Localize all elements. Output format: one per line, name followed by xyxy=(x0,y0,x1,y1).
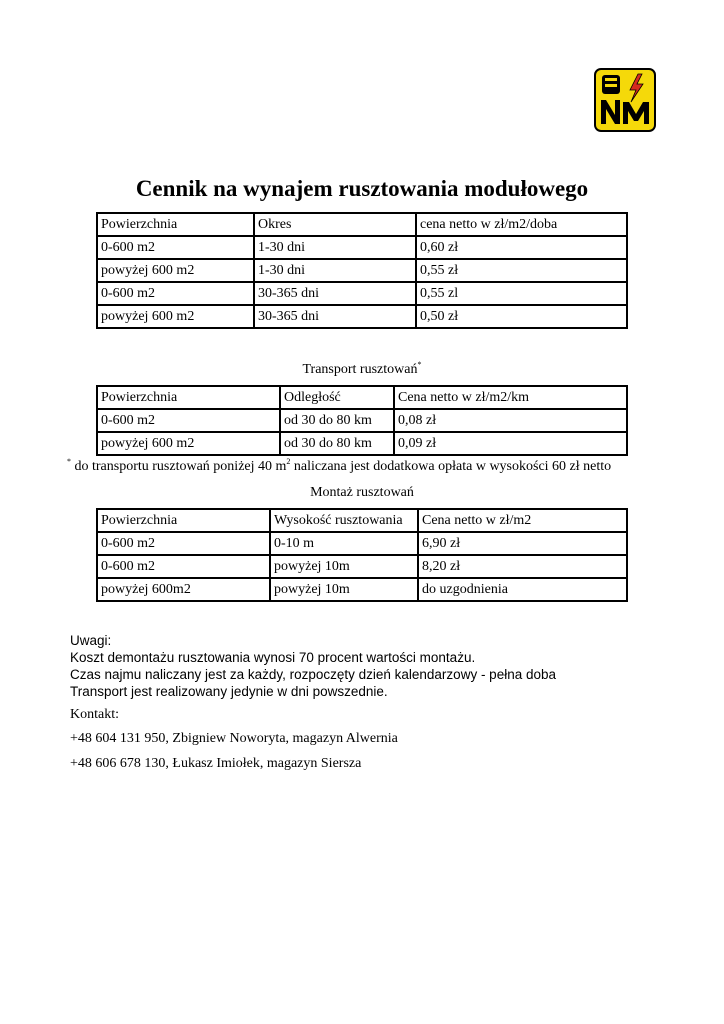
table-row xyxy=(97,432,627,455)
table-cell: 30-365 dni xyxy=(254,282,416,305)
table-cell: od 30 do 80 km xyxy=(280,432,394,455)
footnote-superscript: 2 xyxy=(286,457,291,466)
header-cell: Cena netto w zł/m2/km xyxy=(394,386,627,409)
table-cell: powyżej 600 m2 xyxy=(97,432,280,455)
table-cell: 0-600 m2 xyxy=(97,555,270,578)
transport-caption-text: Transport rusztowań xyxy=(302,362,418,377)
table-header-row xyxy=(97,213,627,236)
table-cell: powyżej 600m2 xyxy=(97,578,270,601)
table-cell: od 30 do 80 km xyxy=(280,409,394,432)
table-cell: 0-600 m2 xyxy=(97,532,270,555)
header-cell: Powierzchnia xyxy=(97,386,280,409)
assembly-caption: Montaż rusztowań xyxy=(310,485,414,500)
table-cell: 0,08 zł xyxy=(394,409,627,432)
table-cell: do uzgodnienia xyxy=(418,578,627,601)
notes-heading: Uwagi: xyxy=(70,633,112,648)
table-cell: powyżej 10m xyxy=(270,555,418,578)
table-header-row xyxy=(97,386,627,409)
table-cell: 1-30 dni xyxy=(254,236,416,259)
table-cell: 8,20 zł xyxy=(418,555,627,578)
header-cell: Odległość xyxy=(280,386,394,409)
footnote-text-start: do transportu rusztowań poniżej 40 m xyxy=(71,459,287,474)
transport-price-table xyxy=(96,385,628,456)
footnote-mark: * xyxy=(417,360,422,369)
footnote-text-end: naliczana jest dodatkowa opłata w wysokości 60 zł netto xyxy=(290,459,612,474)
header-cell: Powierzchnia xyxy=(97,213,254,236)
header-cell: Cena netto w zł/m2 xyxy=(418,509,627,532)
transport-caption xyxy=(0,362,724,378)
contact-entry: +48 604 131 950, Zbigniew Noworyta, magazyn Alwernia xyxy=(70,731,398,746)
header-cell: Wysokość rusztowania xyxy=(270,509,418,532)
notes-line: Koszt demontażu rusztowania wynosi 70 procent wartości montażu. xyxy=(70,650,476,665)
page-title: Cennik na wynajem rusztowania modułowego xyxy=(135,176,589,201)
footnote-mark: * xyxy=(67,457,71,466)
notes-line: Czas najmu naliczany jest za każdy, rozpoczęty dzień kalendarzowy - pełna doba xyxy=(70,667,556,682)
header-cell: Powierzchnia xyxy=(97,509,270,532)
notes-section xyxy=(70,632,556,700)
table-row xyxy=(97,532,627,555)
table-cell: 6,90 zł xyxy=(418,532,627,555)
table-cell: 0,55 zl xyxy=(416,282,627,305)
table-row xyxy=(97,409,627,432)
company-logo xyxy=(594,68,656,132)
table-row xyxy=(97,236,627,259)
table-cell: 0-600 m2 xyxy=(97,236,254,259)
rental-price-table xyxy=(96,212,628,329)
table-cell: 0,60 zł xyxy=(416,236,627,259)
table-cell: 0,50 zł xyxy=(416,305,627,328)
table-header-row xyxy=(97,509,627,532)
table-row xyxy=(97,555,627,578)
table-cell: powyżej 600 m2 xyxy=(97,259,254,282)
table-cell: powyżej 600 m2 xyxy=(97,305,254,328)
table-cell: 0,09 zł xyxy=(394,432,627,455)
table-row xyxy=(97,259,627,282)
notes-line: Transport jest realizowany jedynie w dni powszednie. xyxy=(70,684,388,699)
header-cell: cena netto w zł/m2/doba xyxy=(416,213,627,236)
table-cell: powyżej 10m xyxy=(270,578,418,601)
table-row xyxy=(97,578,627,601)
table-cell: 0-600 m2 xyxy=(97,282,254,305)
header-cell: Okres xyxy=(254,213,416,236)
table-cell: 1-30 dni xyxy=(254,259,416,282)
table-cell: 0,55 zł xyxy=(416,259,627,282)
table-cell: 0-600 m2 xyxy=(97,409,280,432)
contact-heading: Kontakt: xyxy=(70,707,119,722)
assembly-price-table xyxy=(96,508,628,602)
contact-entry: +48 606 678 130, Łukasz Imiołek, magazyn Siersza xyxy=(70,756,362,771)
transport-footnote xyxy=(67,459,611,475)
table-row xyxy=(97,305,627,328)
table-cell: 0-10 m xyxy=(270,532,418,555)
table-row xyxy=(97,282,627,305)
table-cell: 30-365 dni xyxy=(254,305,416,328)
